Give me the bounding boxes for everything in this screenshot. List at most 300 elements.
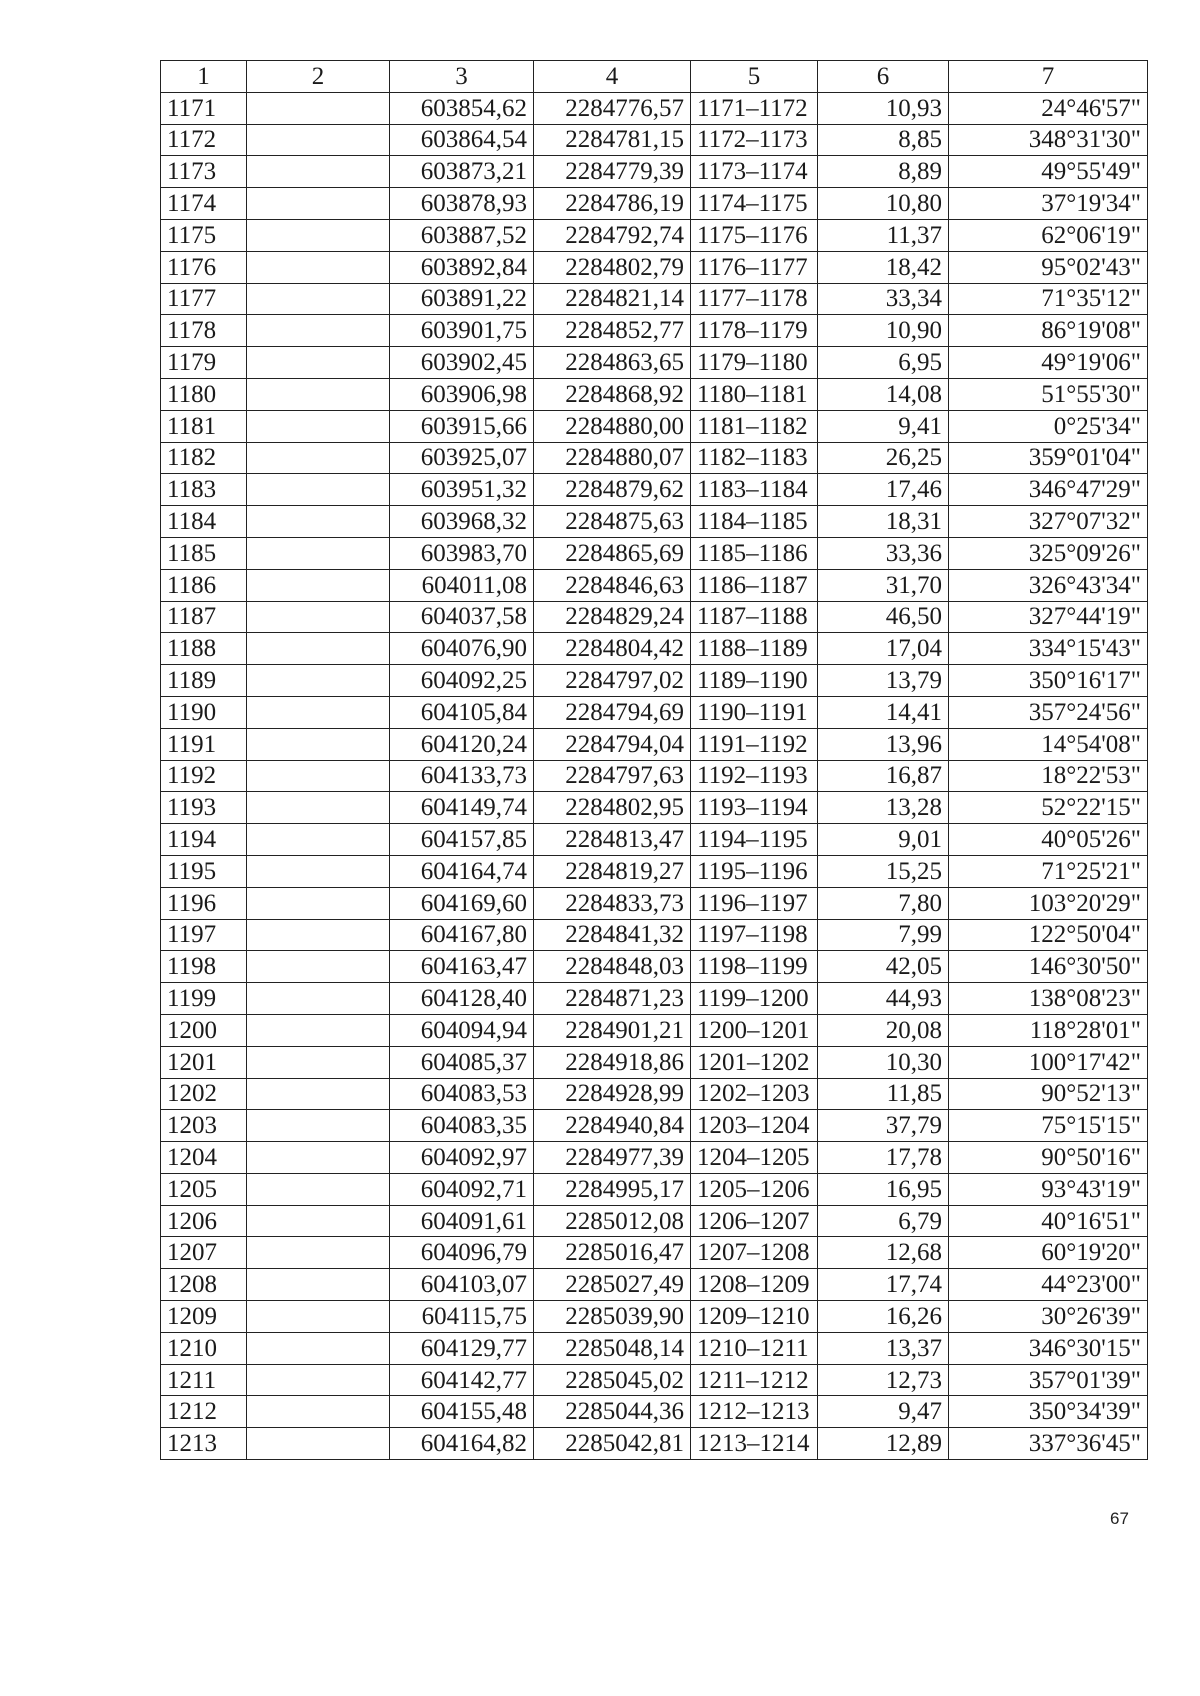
cell-col-1: 1190: [161, 696, 247, 728]
cell-col-1: 1180: [161, 378, 247, 410]
cell-col-3: 603902,45: [390, 347, 534, 379]
cell-col-7: 350°16'17": [949, 665, 1148, 697]
cell-col-5: 1174–1175: [691, 188, 818, 220]
cell-col-7: 93°43'19": [949, 1173, 1148, 1205]
cell-col-7: 14°54'08": [949, 728, 1148, 760]
cell-col-5: 1195–1196: [691, 855, 818, 887]
cell-col-6: 6,95: [818, 347, 949, 379]
cell-col-4: 2284794,04: [534, 728, 691, 760]
cell-col-2: [247, 124, 390, 156]
cell-col-5: 1198–1199: [691, 951, 818, 983]
cell-col-4: 2284977,39: [534, 1142, 691, 1174]
cell-col-4: 2284871,23: [534, 983, 691, 1015]
cell-col-5: 1200–1201: [691, 1014, 818, 1046]
table-row: [161, 219, 1148, 251]
table-row: [161, 188, 1148, 220]
cell-col-3: 604129,77: [390, 1332, 534, 1364]
cell-col-7: 30°26'39": [949, 1301, 1148, 1333]
cell-col-2: [247, 92, 390, 124]
cell-col-1: 1204: [161, 1142, 247, 1174]
cell-col-7: 359°01'04": [949, 442, 1148, 474]
cell-col-1: 1182: [161, 442, 247, 474]
cell-col-4: 2284829,24: [534, 601, 691, 633]
cell-col-6: 9,47: [818, 1396, 949, 1428]
cell-col-7: 100°17'42": [949, 1046, 1148, 1078]
cell-col-7: 118°28'01": [949, 1014, 1148, 1046]
table-row: [161, 156, 1148, 188]
cell-col-1: 1212: [161, 1396, 247, 1428]
cell-col-3: 603951,32: [390, 474, 534, 506]
table-row: [161, 633, 1148, 665]
cell-col-1: 1189: [161, 665, 247, 697]
cell-col-3: 603925,07: [390, 442, 534, 474]
header-col-2: 2: [247, 61, 390, 93]
cell-col-1: 1184: [161, 506, 247, 538]
cell-col-2: [247, 537, 390, 569]
cell-col-5: 1205–1206: [691, 1173, 818, 1205]
cell-col-5: 1182–1183: [691, 442, 818, 474]
cell-col-4: 2285027,49: [534, 1269, 691, 1301]
cell-col-7: 71°25'21": [949, 855, 1148, 887]
cell-col-2: [247, 219, 390, 251]
cell-col-3: 603891,22: [390, 283, 534, 315]
header-col-6: 6: [818, 61, 949, 93]
cell-col-2: [247, 983, 390, 1015]
cell-col-1: 1183: [161, 474, 247, 506]
cell-col-6: 16,87: [818, 760, 949, 792]
table-row: [161, 760, 1148, 792]
cell-col-4: 2284797,02: [534, 665, 691, 697]
cell-col-1: 1199: [161, 983, 247, 1015]
cell-col-3: 604083,35: [390, 1110, 534, 1142]
cell-col-6: 17,46: [818, 474, 949, 506]
cell-col-1: 1181: [161, 410, 247, 442]
cell-col-6: 11,85: [818, 1078, 949, 1110]
cell-col-5: 1190–1191: [691, 696, 818, 728]
cell-col-3: 604085,37: [390, 1046, 534, 1078]
cell-col-5: 1207–1208: [691, 1237, 818, 1269]
cell-col-2: [247, 728, 390, 760]
cell-col-6: 9,41: [818, 410, 949, 442]
cell-col-1: 1179: [161, 347, 247, 379]
cell-col-6: 12,68: [818, 1237, 949, 1269]
cell-col-6: 12,73: [818, 1364, 949, 1396]
cell-col-2: [247, 665, 390, 697]
table-row: [161, 601, 1148, 633]
cell-col-3: 603983,70: [390, 537, 534, 569]
cell-col-3: 604011,08: [390, 569, 534, 601]
cell-col-6: 16,26: [818, 1301, 949, 1333]
cell-col-4: 2284880,00: [534, 410, 691, 442]
cell-col-7: 60°19'20": [949, 1237, 1148, 1269]
cell-col-4: 2284841,32: [534, 919, 691, 951]
cell-col-2: [247, 1014, 390, 1046]
cell-col-5: 1172–1173: [691, 124, 818, 156]
cell-col-4: 2284833,73: [534, 887, 691, 919]
cell-col-5: 1184–1185: [691, 506, 818, 538]
cell-col-6: 42,05: [818, 951, 949, 983]
cell-col-3: 604092,97: [390, 1142, 534, 1174]
table-row: [161, 1237, 1148, 1269]
cell-col-7: 40°16'51": [949, 1205, 1148, 1237]
cell-col-1: 1176: [161, 251, 247, 283]
table-body: [161, 92, 1148, 1459]
cell-col-7: 44°23'00": [949, 1269, 1148, 1301]
cell-col-1: 1198: [161, 951, 247, 983]
cell-col-5: 1204–1205: [691, 1142, 818, 1174]
cell-col-3: 603906,98: [390, 378, 534, 410]
cell-col-2: [247, 1428, 390, 1460]
cell-col-7: 90°50'16": [949, 1142, 1148, 1174]
cell-col-6: 37,79: [818, 1110, 949, 1142]
table-row: [161, 442, 1148, 474]
cell-col-4: 2284781,15: [534, 124, 691, 156]
header-col-4: 4: [534, 61, 691, 93]
cell-col-6: 46,50: [818, 601, 949, 633]
cell-col-7: 357°01'39": [949, 1364, 1148, 1396]
table-row: [161, 1364, 1148, 1396]
cell-col-3: 604092,25: [390, 665, 534, 697]
cell-col-2: [247, 315, 390, 347]
cell-col-7: 90°52'13": [949, 1078, 1148, 1110]
cell-col-7: 337°36'45": [949, 1428, 1148, 1460]
cell-col-5: 1197–1198: [691, 919, 818, 951]
header-col-1: 1: [161, 61, 247, 93]
cell-col-4: 2284865,69: [534, 537, 691, 569]
cell-col-4: 2284779,39: [534, 156, 691, 188]
cell-col-1: 1174: [161, 188, 247, 220]
cell-col-1: 1196: [161, 887, 247, 919]
cell-col-6: 7,99: [818, 919, 949, 951]
cell-col-1: 1185: [161, 537, 247, 569]
cell-col-5: 1179–1180: [691, 347, 818, 379]
cell-col-1: 1211: [161, 1364, 247, 1396]
header-row: [161, 61, 1148, 93]
table-row: [161, 251, 1148, 283]
cell-col-5: 1208–1209: [691, 1269, 818, 1301]
header-col-3: 3: [390, 61, 534, 93]
cell-col-3: 603878,93: [390, 188, 534, 220]
cell-col-4: 2284819,27: [534, 855, 691, 887]
cell-col-2: [247, 696, 390, 728]
cell-col-1: 1197: [161, 919, 247, 951]
cell-col-3: 604096,79: [390, 1237, 534, 1269]
cell-col-7: 52°22'15": [949, 792, 1148, 824]
cell-col-5: 1180–1181: [691, 378, 818, 410]
cell-col-3: 604076,90: [390, 633, 534, 665]
cell-col-7: 95°02'43": [949, 251, 1148, 283]
table-row: [161, 1173, 1148, 1205]
cell-col-3: 603901,75: [390, 315, 534, 347]
cell-col-5: 1210–1211: [691, 1332, 818, 1364]
table-row: [161, 124, 1148, 156]
cell-col-2: [247, 1301, 390, 1333]
table-row: [161, 378, 1148, 410]
table-row: [161, 1205, 1148, 1237]
cell-col-6: 15,25: [818, 855, 949, 887]
cell-col-3: 604091,61: [390, 1205, 534, 1237]
table-row: [161, 983, 1148, 1015]
cell-col-5: 1181–1182: [691, 410, 818, 442]
cell-col-5: 1187–1188: [691, 601, 818, 633]
cell-col-5: 1201–1202: [691, 1046, 818, 1078]
cell-col-1: 1200: [161, 1014, 247, 1046]
table-row: [161, 410, 1148, 442]
cell-col-5: 1191–1192: [691, 728, 818, 760]
cell-col-2: [247, 951, 390, 983]
cell-col-3: 604120,24: [390, 728, 534, 760]
cell-col-6: 20,08: [818, 1014, 949, 1046]
cell-col-1: 1203: [161, 1110, 247, 1142]
table-row: [161, 506, 1148, 538]
cell-col-1: 1171: [161, 92, 247, 124]
cell-col-6: 14,41: [818, 696, 949, 728]
table-row: [161, 665, 1148, 697]
cell-col-6: 11,37: [818, 219, 949, 251]
cell-col-7: 62°06'19": [949, 219, 1148, 251]
cell-col-4: 2285045,02: [534, 1364, 691, 1396]
table-row: [161, 1142, 1148, 1174]
table-row: [161, 951, 1148, 983]
cell-col-3: 604142,77: [390, 1364, 534, 1396]
cell-col-1: 1206: [161, 1205, 247, 1237]
cell-col-3: 603968,32: [390, 506, 534, 538]
cell-col-4: 2284821,14: [534, 283, 691, 315]
cell-col-1: 1201: [161, 1046, 247, 1078]
cell-col-3: 604149,74: [390, 792, 534, 824]
header-col-5: 5: [691, 61, 818, 93]
cell-col-6: 31,70: [818, 569, 949, 601]
cell-col-3: 603854,62: [390, 92, 534, 124]
cell-col-2: [247, 156, 390, 188]
cell-col-7: 350°34'39": [949, 1396, 1148, 1428]
cell-col-3: 604157,85: [390, 824, 534, 856]
cell-col-2: [247, 283, 390, 315]
cell-col-6: 10,90: [818, 315, 949, 347]
cell-col-5: 1176–1177: [691, 251, 818, 283]
cell-col-4: 2285012,08: [534, 1205, 691, 1237]
cell-col-2: [247, 569, 390, 601]
cell-col-7: 71°35'12": [949, 283, 1148, 315]
cell-col-1: 1173: [161, 156, 247, 188]
cell-col-2: [247, 824, 390, 856]
table-row: [161, 887, 1148, 919]
cell-col-7: 0°25'34": [949, 410, 1148, 442]
cell-col-1: 1186: [161, 569, 247, 601]
table-row: [161, 1269, 1148, 1301]
cell-col-6: 12,89: [818, 1428, 949, 1460]
cell-col-4: 2284918,86: [534, 1046, 691, 1078]
cell-col-2: [247, 1205, 390, 1237]
cell-col-5: 1194–1195: [691, 824, 818, 856]
cell-col-5: 1199–1200: [691, 983, 818, 1015]
cell-col-2: [247, 347, 390, 379]
cell-col-4: 2284802,95: [534, 792, 691, 824]
cell-col-3: 604037,58: [390, 601, 534, 633]
table-row: [161, 1078, 1148, 1110]
cell-col-3: 603873,21: [390, 156, 534, 188]
cell-col-5: 1209–1210: [691, 1301, 818, 1333]
cell-col-3: 603915,66: [390, 410, 534, 442]
page-number: 67: [1110, 1509, 1129, 1528]
table-row: [161, 315, 1148, 347]
cell-col-6: 26,25: [818, 442, 949, 474]
cell-col-3: 604103,07: [390, 1269, 534, 1301]
cell-col-6: 8,89: [818, 156, 949, 188]
cell-col-5: 1213–1214: [691, 1428, 818, 1460]
cell-col-2: [247, 378, 390, 410]
cell-col-3: 604083,53: [390, 1078, 534, 1110]
cell-col-5: 1189–1190: [691, 665, 818, 697]
cell-col-7: 348°31'30": [949, 124, 1148, 156]
cell-col-3: 604167,80: [390, 919, 534, 951]
cell-col-2: [247, 1142, 390, 1174]
cell-col-2: [247, 1396, 390, 1428]
cell-col-5: 1212–1213: [691, 1396, 818, 1428]
cell-col-7: 51°55'30": [949, 378, 1148, 410]
cell-col-4: 2284879,62: [534, 474, 691, 506]
cell-col-3: 604163,47: [390, 951, 534, 983]
cell-col-5: 1185–1186: [691, 537, 818, 569]
cell-col-5: 1177–1178: [691, 283, 818, 315]
cell-col-4: 2284880,07: [534, 442, 691, 474]
cell-col-2: [247, 251, 390, 283]
cell-col-2: [247, 474, 390, 506]
cell-col-5: 1211–1212: [691, 1364, 818, 1396]
cell-col-1: 1178: [161, 315, 247, 347]
cell-col-7: 103°20'29": [949, 887, 1148, 919]
cell-col-2: [247, 1364, 390, 1396]
cell-col-6: 13,96: [818, 728, 949, 760]
table-row: [161, 569, 1148, 601]
cell-col-5: 1196–1197: [691, 887, 818, 919]
cell-col-1: 1193: [161, 792, 247, 824]
cell-col-6: 33,34: [818, 283, 949, 315]
cell-col-6: 8,85: [818, 124, 949, 156]
cell-col-2: [247, 1173, 390, 1205]
cell-col-2: [247, 760, 390, 792]
cell-col-7: 334°15'43": [949, 633, 1148, 665]
cell-col-5: 1206–1207: [691, 1205, 818, 1237]
cell-col-7: 138°08'23": [949, 983, 1148, 1015]
cell-col-1: 1205: [161, 1173, 247, 1205]
cell-col-3: 603864,54: [390, 124, 534, 156]
cell-col-2: [247, 887, 390, 919]
cell-col-6: 17,74: [818, 1269, 949, 1301]
table-row: [161, 919, 1148, 951]
cell-col-7: 49°55'49": [949, 156, 1148, 188]
cell-col-4: 2284868,92: [534, 378, 691, 410]
cell-col-4: 2284776,57: [534, 92, 691, 124]
cell-col-1: 1191: [161, 728, 247, 760]
cell-col-1: 1209: [161, 1301, 247, 1333]
cell-col-2: [247, 188, 390, 220]
cell-col-2: [247, 919, 390, 951]
coordinates-table: [160, 60, 1148, 1460]
cell-col-5: 1202–1203: [691, 1078, 818, 1110]
cell-col-5: 1178–1179: [691, 315, 818, 347]
cell-col-6: 44,93: [818, 983, 949, 1015]
cell-col-4: 2285048,14: [534, 1332, 691, 1364]
cell-col-4: 2284848,03: [534, 951, 691, 983]
cell-col-4: 2284786,19: [534, 188, 691, 220]
cell-col-7: 37°19'34": [949, 188, 1148, 220]
cell-col-2: [247, 792, 390, 824]
cell-col-3: 604164,74: [390, 855, 534, 887]
cell-col-1: 1177: [161, 283, 247, 315]
cell-col-2: [247, 506, 390, 538]
cell-col-2: [247, 1078, 390, 1110]
cell-col-4: 2284797,63: [534, 760, 691, 792]
cell-col-2: [247, 1269, 390, 1301]
cell-col-6: 7,80: [818, 887, 949, 919]
cell-col-3: 604164,82: [390, 1428, 534, 1460]
cell-col-4: 2284995,17: [534, 1173, 691, 1205]
cell-col-7: 346°47'29": [949, 474, 1148, 506]
cell-col-7: 86°19'08": [949, 315, 1148, 347]
cell-col-7: 75°15'15": [949, 1110, 1148, 1142]
cell-col-1: 1213: [161, 1428, 247, 1460]
table-row: [161, 696, 1148, 728]
cell-col-2: [247, 855, 390, 887]
cell-col-6: 18,42: [818, 251, 949, 283]
cell-col-6: 18,31: [818, 506, 949, 538]
cell-col-1: 1207: [161, 1237, 247, 1269]
cell-col-6: 17,04: [818, 633, 949, 665]
table-row: [161, 1396, 1148, 1428]
cell-col-5: 1183–1184: [691, 474, 818, 506]
cell-col-7: 357°24'56": [949, 696, 1148, 728]
cell-col-7: 327°44'19": [949, 601, 1148, 633]
cell-col-5: 1186–1187: [691, 569, 818, 601]
table-row: [161, 347, 1148, 379]
table-row: [161, 792, 1148, 824]
cell-col-3: 604092,71: [390, 1173, 534, 1205]
cell-col-7: 24°46'57": [949, 92, 1148, 124]
cell-col-2: [247, 633, 390, 665]
cell-col-3: 604133,73: [390, 760, 534, 792]
cell-col-3: 603887,52: [390, 219, 534, 251]
cell-col-5: 1192–1193: [691, 760, 818, 792]
cell-col-3: 604094,94: [390, 1014, 534, 1046]
cell-col-4: 2284875,63: [534, 506, 691, 538]
cell-col-6: 13,37: [818, 1332, 949, 1364]
cell-col-7: 326°43'34": [949, 569, 1148, 601]
cell-col-4: 2285039,90: [534, 1301, 691, 1333]
cell-col-3: 604128,40: [390, 983, 534, 1015]
cell-col-7: 49°19'06": [949, 347, 1148, 379]
cell-col-7: 122°50'04": [949, 919, 1148, 951]
table-row: [161, 92, 1148, 124]
cell-col-2: [247, 442, 390, 474]
cell-col-6: 10,80: [818, 188, 949, 220]
cell-col-6: 10,30: [818, 1046, 949, 1078]
cell-col-4: 2284846,63: [534, 569, 691, 601]
cell-col-7: 18°22'53": [949, 760, 1148, 792]
cell-col-1: 1195: [161, 855, 247, 887]
cell-col-7: 327°07'32": [949, 506, 1148, 538]
cell-col-6: 17,78: [818, 1142, 949, 1174]
cell-col-4: 2285044,36: [534, 1396, 691, 1428]
cell-col-4: 2284863,65: [534, 347, 691, 379]
cell-col-4: 2284792,74: [534, 219, 691, 251]
cell-col-5: 1193–1194: [691, 792, 818, 824]
cell-col-6: 13,79: [818, 665, 949, 697]
cell-col-6: 9,01: [818, 824, 949, 856]
cell-col-2: [247, 1046, 390, 1078]
cell-col-1: 1210: [161, 1332, 247, 1364]
cell-col-5: 1188–1189: [691, 633, 818, 665]
